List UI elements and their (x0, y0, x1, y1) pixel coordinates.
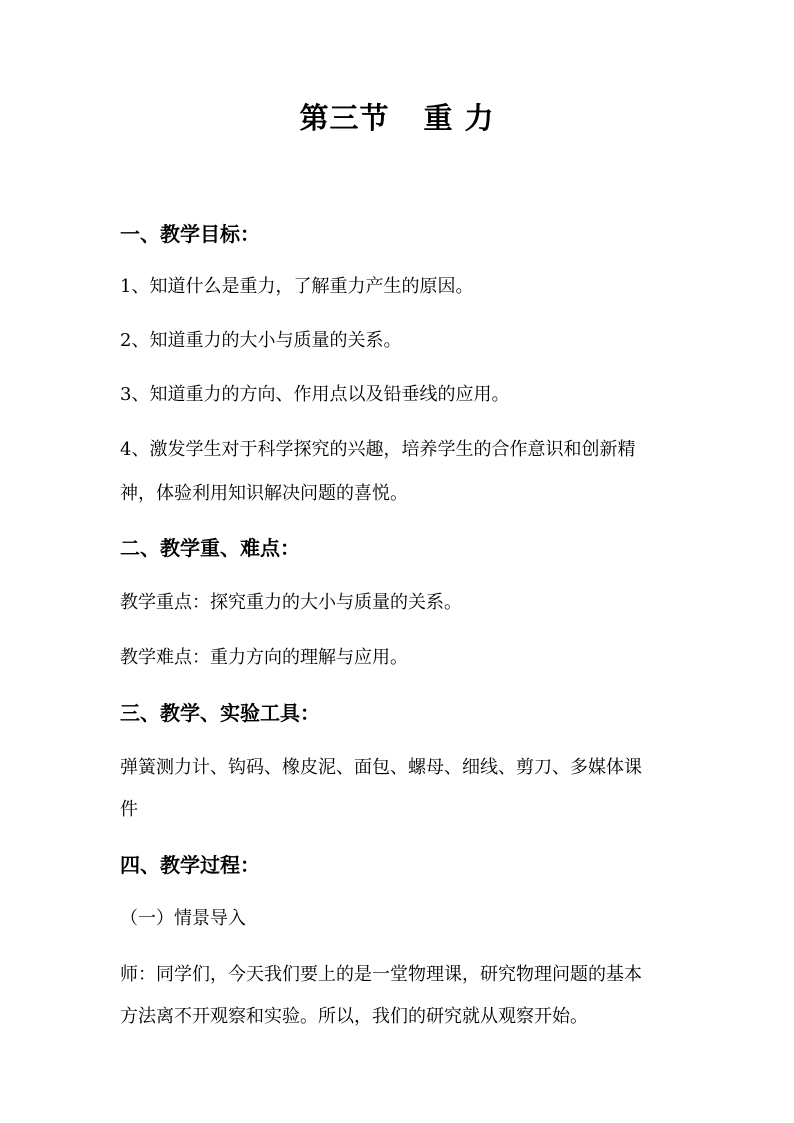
heading-process: 四、教学过程： (120, 853, 260, 877)
objective-item-4-line-2: 神，体验利用知识解决问题的喜悦。 (120, 483, 408, 504)
key-point-difficulty: 教学难点：重力方向的理解与应用。 (120, 647, 408, 668)
title-part-1: 第三节 (299, 101, 390, 135)
heading-objectives: 一、教学目标： (120, 222, 260, 246)
heading-key-points: 二、教学重、难点： (120, 536, 300, 560)
process-subheading: （一）情景导入 (120, 908, 246, 929)
process-paragraph-line-1: 师：同学们，今天我们要上的是一堂物理课，研究物理问题的基本 (120, 964, 642, 985)
heading-tools: 三、教学、实验工具： (120, 701, 320, 725)
tools-line-2: 件 (120, 799, 138, 820)
key-point-focus: 教学重点：探究重力的大小与质量的关系。 (120, 592, 462, 613)
objective-item-4-line-1: 4、激发学生对于科学探究的兴趣，培养学生的合作意识和创新精 (120, 439, 636, 460)
objective-item-2: 2、知道重力的大小与质量的关系。 (120, 330, 402, 351)
page-title (0, 96, 794, 137)
objective-item-1: 1、知道什么是重力，了解重力产生的原因。 (120, 276, 474, 297)
process-paragraph-line-2: 方法离不开观察和实验。所以，我们的研究就从观察开始。 (120, 1006, 588, 1027)
tools-line-1: 弹簧测力计、钩码、橡皮泥、面包、螺母、细线、剪刀、多媒体课 (120, 757, 642, 778)
objective-item-3: 3、知道重力的方向、作用点以及铅垂线的应用。 (120, 384, 510, 405)
title-part-2: 重 力 (423, 101, 495, 135)
